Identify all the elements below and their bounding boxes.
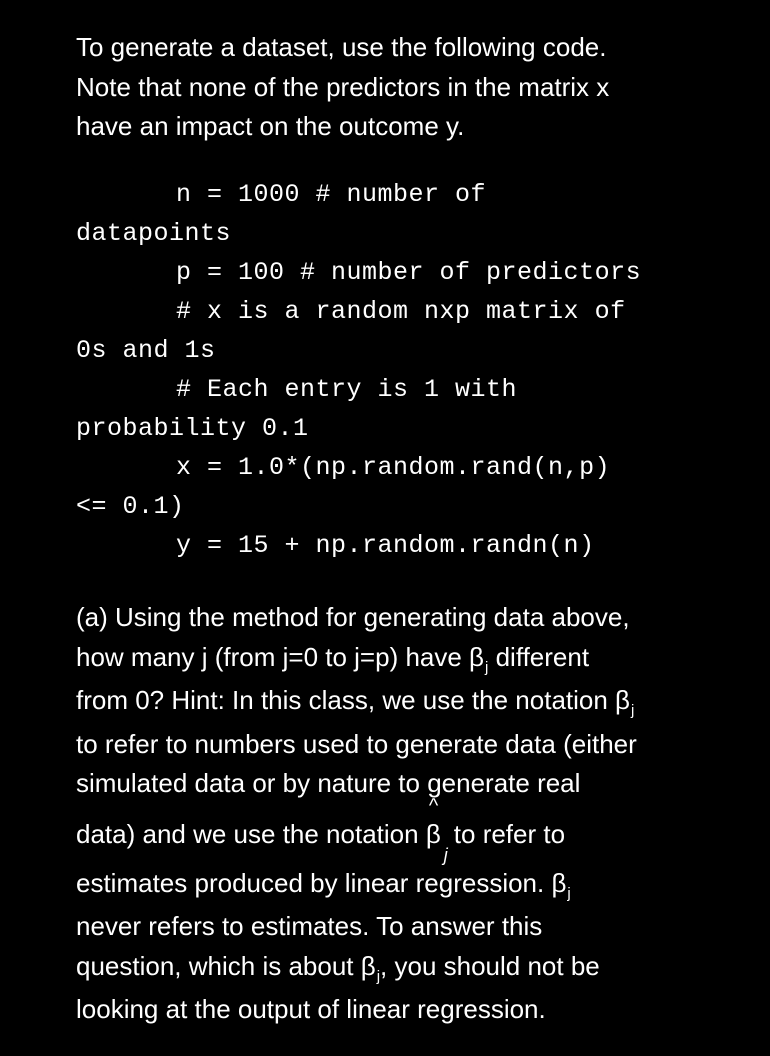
code-block: [76, 175, 756, 565]
question-text: question, which is about β: [76, 950, 376, 981]
code-line: datapoints: [76, 219, 232, 248]
code-line: # Each entry is 1 with: [176, 375, 518, 404]
hat-accent: ^: [428, 794, 439, 817]
question-line: simulated data or by nature to generate real: [76, 768, 581, 798]
code-line: n = 1000 # number of: [176, 180, 487, 209]
question-text: estimates produced by linear regression. β: [76, 867, 567, 898]
question-line: [76, 947, 756, 991]
intro-paragraph: [76, 28, 756, 147]
question-line: [76, 638, 756, 682]
question-line: never refers to estimates. To answer this: [76, 911, 543, 941]
code-line: <= 0.1): [76, 492, 185, 521]
question-line: [76, 681, 756, 725]
question-text: from 0? Hint: In this class, we use the notation β: [76, 685, 630, 715]
intro-line: have an impact on the outcome y.: [76, 111, 465, 141]
code-line: probability 0.1: [76, 414, 309, 443]
beta-symbol: β: [425, 818, 441, 849]
question-text: , you should not be: [380, 950, 600, 981]
question-text: data) and we use the notation: [76, 818, 426, 849]
question-line: (a) Using the method for generating data above,: [76, 602, 630, 632]
question-text: how many j (from j=0 to j=p) have β: [76, 641, 485, 672]
subscript: j: [376, 967, 381, 985]
question-paragraph: [76, 598, 756, 1030]
question-line: to refer to numbers used to generate data (either: [76, 728, 637, 759]
code-line: # x is a random nxp matrix of: [176, 297, 626, 326]
subscript: j: [631, 702, 635, 719]
subscript: j: [443, 844, 448, 865]
subscript: j: [485, 658, 489, 676]
code-line: 0s and 1s: [76, 336, 216, 365]
question-text: to refer to: [453, 818, 566, 849]
code-line: x = 1.0*(np.random.rand(n,p): [176, 453, 611, 482]
code-line: y = 15 + np.random.randn(n): [176, 531, 595, 560]
question-text: different: [488, 641, 590, 672]
question-line: [76, 794, 756, 865]
intro-line: Note that none of the predictors in the matrix x: [76, 71, 610, 102]
question-line: [76, 864, 756, 908]
question-line: looking at the output of linear regression.: [76, 994, 546, 1024]
beta-hat-symbol: [425, 794, 441, 864]
code-line: p = 100 # number of predictors: [176, 258, 642, 287]
intro-line: To generate a dataset, use the following code.: [76, 32, 607, 62]
subscript: j: [567, 884, 571, 902]
